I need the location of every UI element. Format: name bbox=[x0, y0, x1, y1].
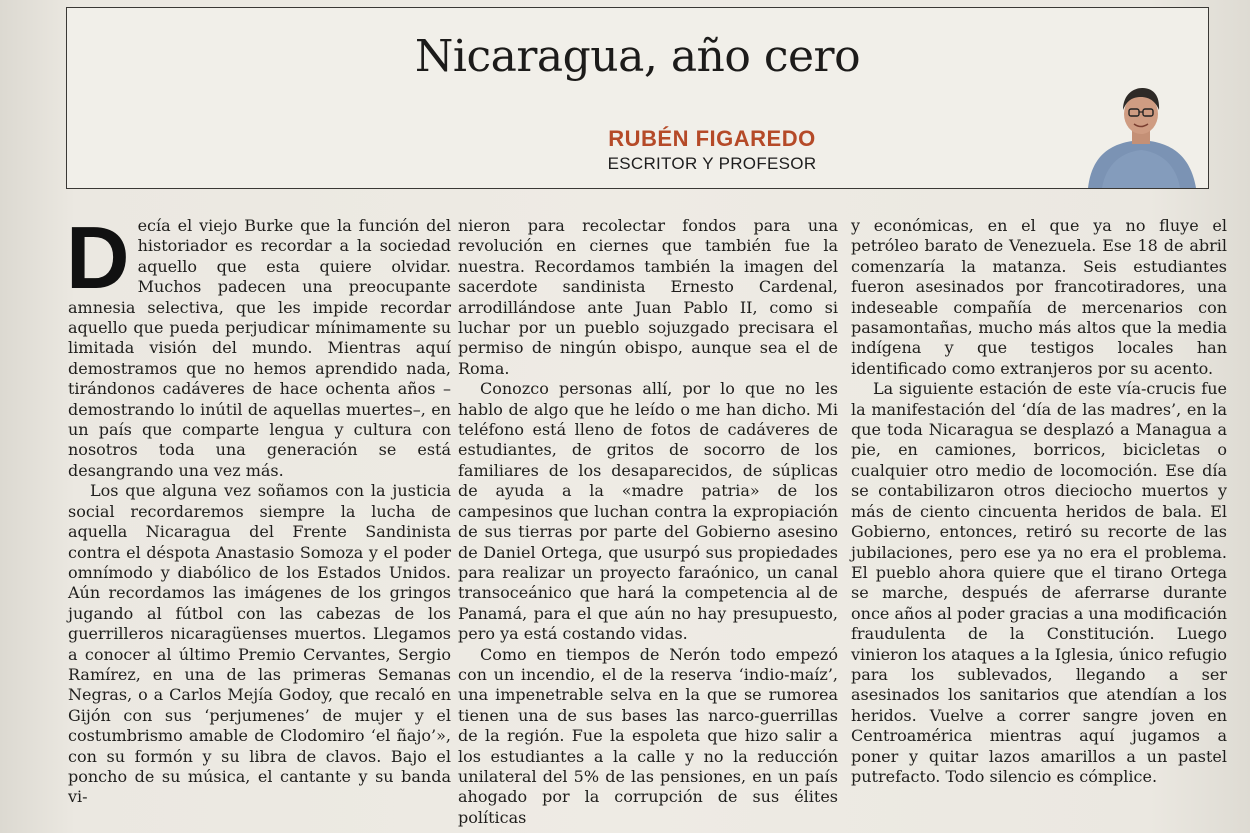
drop-cap: D bbox=[66, 208, 130, 307]
paragraph: nieron para recolectar fondos para una revolución en ciernes que también fue la nuestra. Recordamos también la imagen del sacerdote sandinista Ernesto Cardenal, arrodillándose ante Juan Pablo II, como si luchar por un pueblo sojuzgado precisara el permiso de ningún obispo, aunque sea el de Roma. bbox=[458, 216, 838, 378]
author-photo bbox=[1082, 84, 1200, 188]
paragraph: Conozco personas allí, por lo que no les hablo de algo que he leído o me han dicho. Mi teléfono está lleno de fotos de cadáveres de estudiantes, de gritos de socorro de los familiares de los desaparecidos, de súplicas de ayuda a la «madre patria» de los campesinos que luchan contra la expropiación de sus tierras por parte del Gobierno asesino de Daniel Ortega, que usurpó sus propiedades para realizar un proyecto faraónico, un canal transoceánico que hará la competencia al de Panamá, para el que aún no hay presupuesto, pero ya está costando vidas. bbox=[458, 379, 838, 644]
paragraph: Como en tiempos de Nerón todo empezó con un incendio, el de la reserva ‘indio-maíz’, una impenetrable selva en la que se rumorea tienen una de sus bases las narco-guerrillas de la región. Fue la espoleta que hizo salir a los estudiantes a la calle y no la reducción unilateral del 5% de las pensiones, en un país ahogado por la corrupción de sus élites políticas bbox=[458, 644, 838, 827]
article-title: Nicaragua, año cero bbox=[414, 31, 861, 82]
author-role: ESCRITOR Y PROFESOR bbox=[607, 154, 817, 173]
paragraph bbox=[66, 208, 451, 481]
paragraph-text: ecía el viejo Burke que la función del historiador es recordar a la sociedad aquello que esta quiere olvidar. Muchos padecen una preocupante amnesia selectiva, que les impide recordar aquello que pueda perjudicar mínimamente su limitada visión del mundo. Mientras aquí demostramos que no hemos aprendido nada, tirándonos cadáveres de hace ochenta años –demostrando lo inútil de aquellas muertes–, en un país que comparte lengua y cultura con nosotros toda una generación se está desangrando una vez más. bbox=[68, 216, 451, 480]
author-name: RUBÉN FIGAREDO bbox=[608, 126, 816, 151]
paragraph: La siguiente estación de este vía-crucis fue la manifestación del ‘día de las madres’, en la que toda Nicaragua se desplazó a Managua a pie, en camiones, borricos, bicicletas o cualquier otro medio de locomoción. Ese día se contabilizaron otros dieciocho muertos y más de ciento cincuenta heridos de bala. El Gobierno, entonces, retiró su recorte de las jubilaciones, pero ese ya no era el problema. El pueblo ahora quiere que el tirano Ortega se marche, después de aferrarse durante once años al poder gracias a una modificación fraudulenta de la Constitución. Luego vinieron los ataques a la Iglesia, único refugio para los sublevados, llegando a ser asesinados los sanitarios que atendían a los heridos. Vuelve a correr sangre joven en Centroamérica mientras aquí jugamos a poner y quitar lazos amarillos a un pastel putrefacto. Todo silencio es cómplice. bbox=[851, 379, 1227, 786]
paragraph: y económicas, en el que ya no fluye el petróleo barato de Venezuela. Ese 18 de abril comenzaría la matanza. Seis estudiantes fueron asesinados por francotiradores, una indeseable compañía de mercenarios con pasamontañas, mucho más altos que la media indígena y que testigos locales han identificado como extranjeros por su acento. bbox=[851, 216, 1227, 378]
article-column-3 bbox=[851, 216, 1227, 787]
article-column-1 bbox=[66, 208, 451, 808]
paragraph: Los que alguna vez soñamos con la justicia social recordaremos siempre la lucha de aquella Nicaragua del Frente Sandinista contra el déspota Anastasio Somoza y el poder omnímodo y diabólico de los Estados Unidos. Aún recordamos las imágenes de los gringos jugando al fútbol con las cabezas de los guerrilleros nicaragüenses muertos. Llegamos a conocer al último Premio Cervantes, Sergio Ramírez, en una de las primeras Semanas Negras, o a Carlos Mejía Godoy, que recaló en Gijón con sus ‘perjumenes’ de mujer y el costumbrismo amable de Clodomiro ‘el ñajo’», con su formón y su libra de clavos. Bajo el poncho de su música, el cantante y su banda vi- bbox=[68, 481, 451, 807]
article-column-2 bbox=[458, 216, 838, 828]
article-header bbox=[66, 7, 1209, 189]
